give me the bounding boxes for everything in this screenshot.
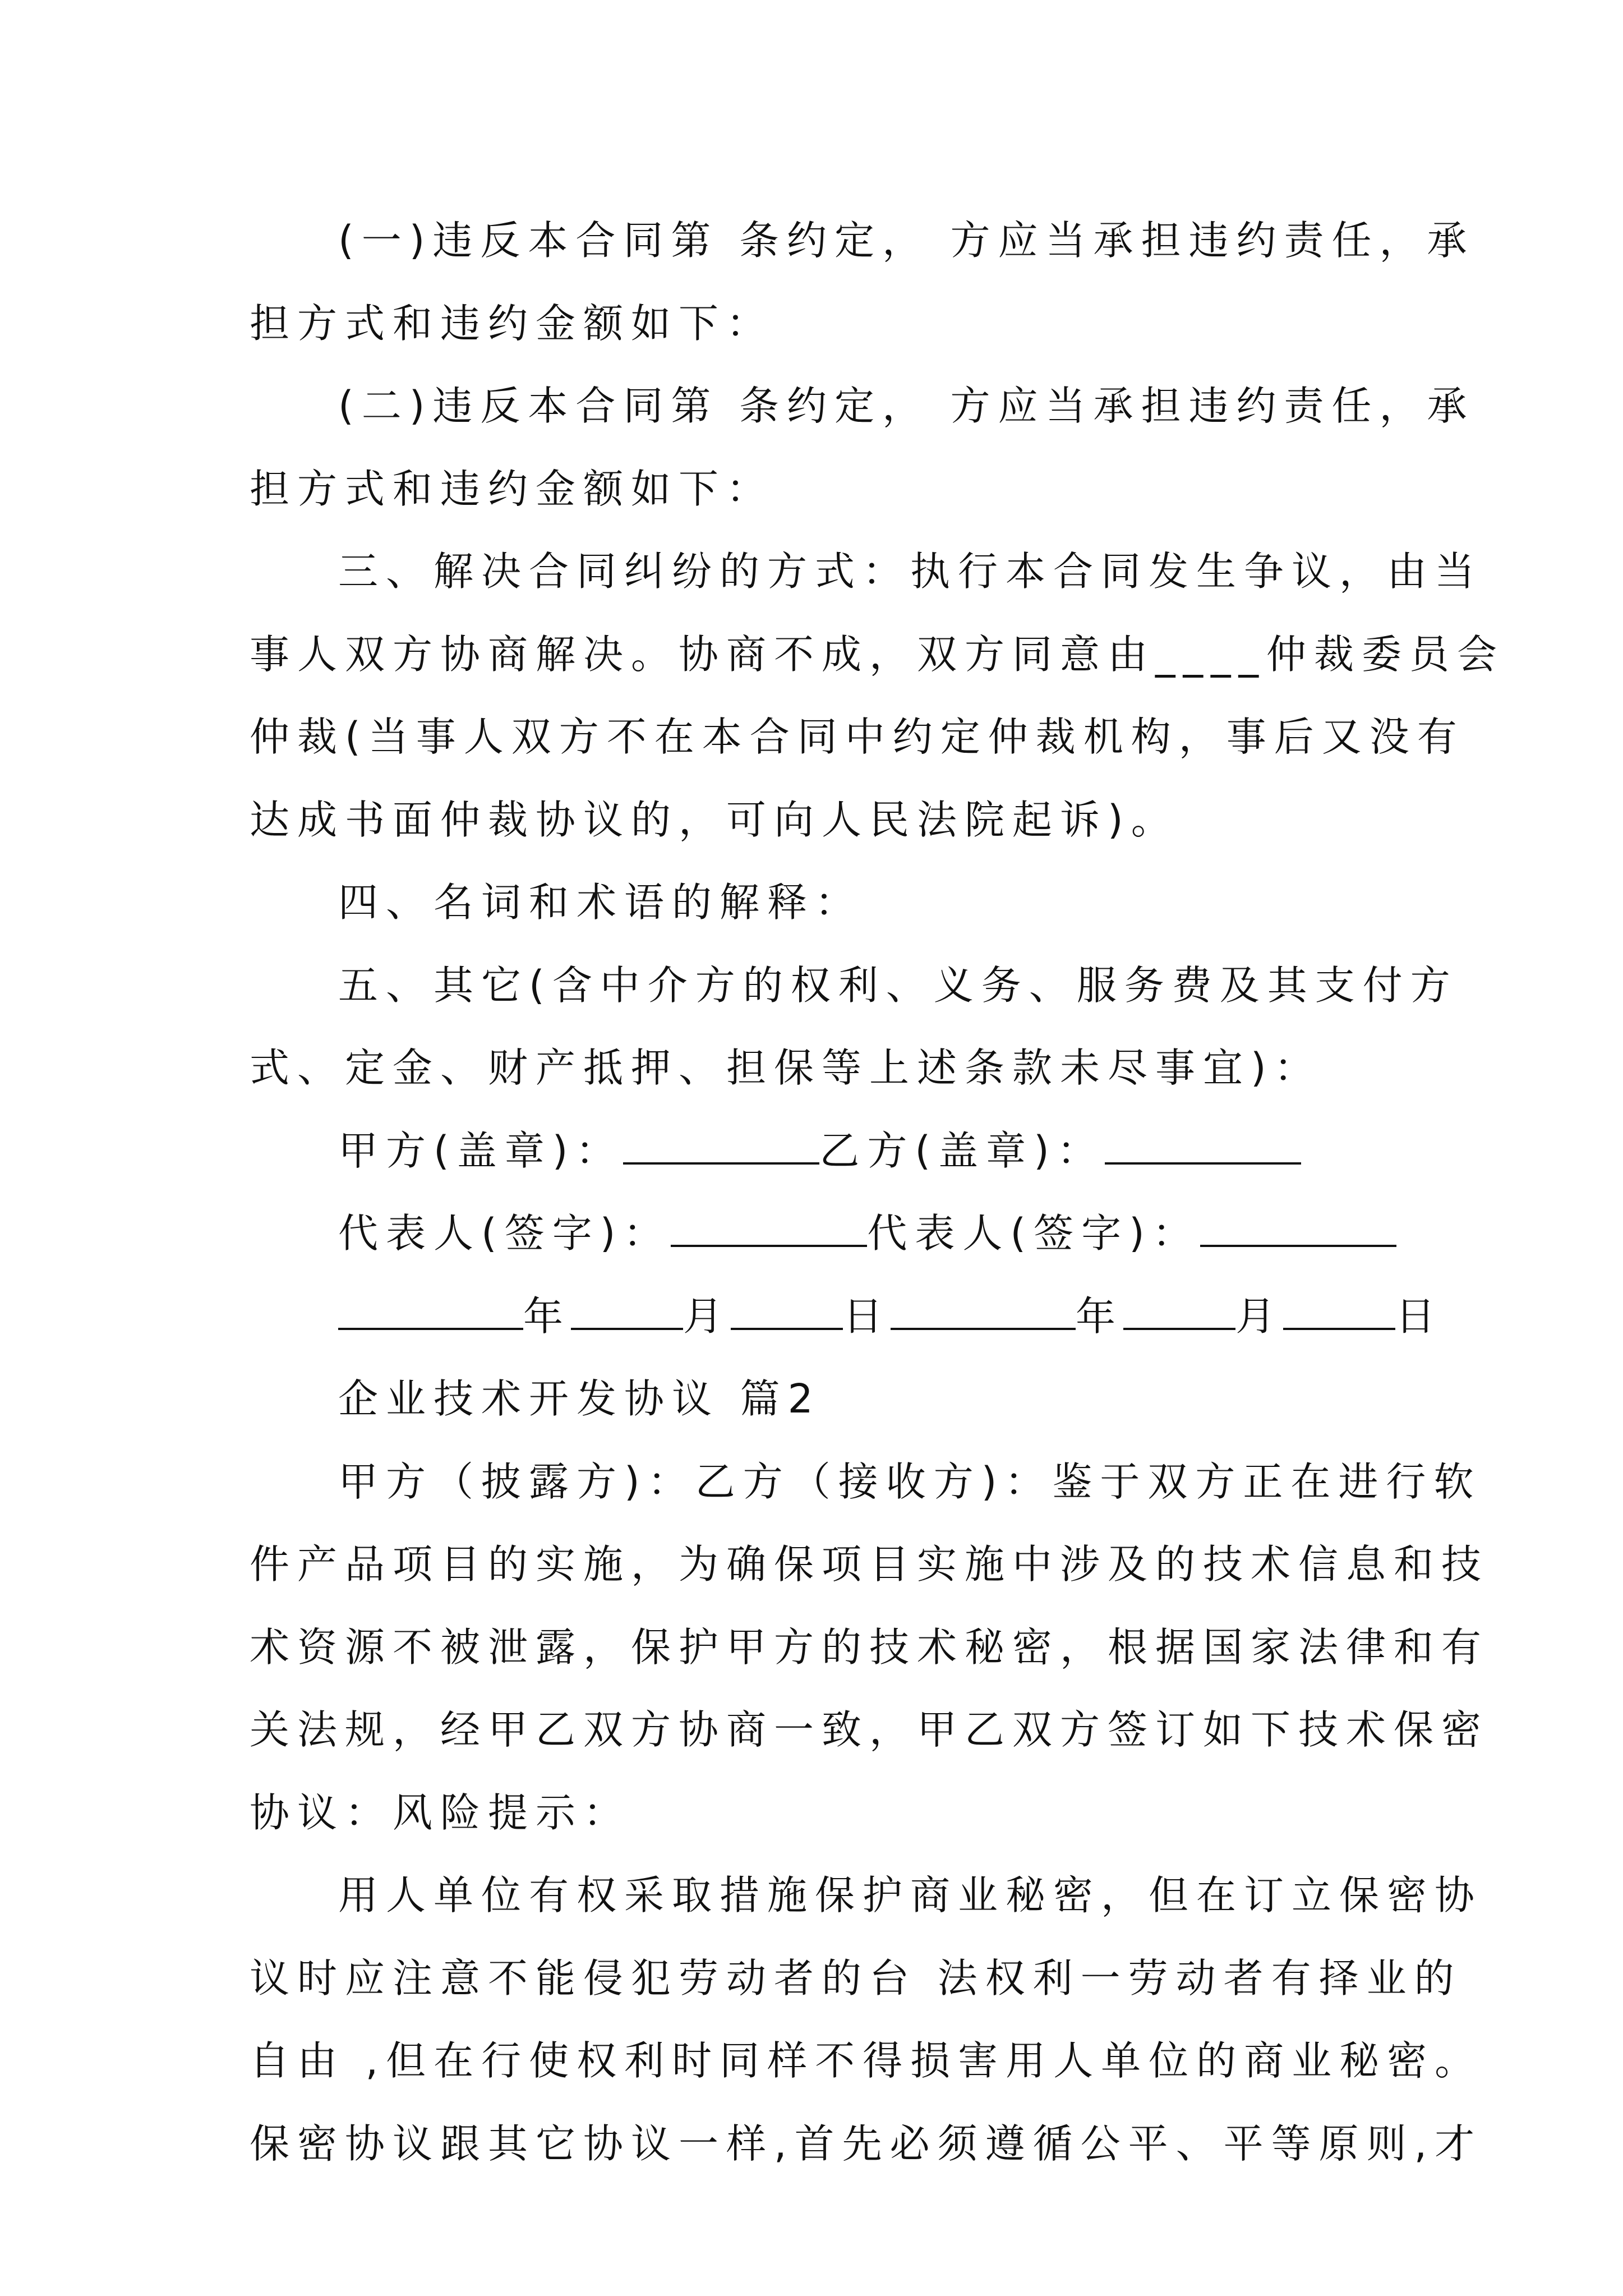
year-a-label: 年 bbox=[523, 1292, 571, 1340]
section-2-line-3: 术资源不被泄露，保护甲方的技术秘密，根据国家法律和有 bbox=[250, 1623, 1490, 1671]
day-b-blank bbox=[1283, 1295, 1395, 1330]
document-body bbox=[250, 199, 1505, 2185]
risk-line-2: 议时应注意不能侵犯劳动者的台 法权利一劳动者有择业的 bbox=[250, 1954, 1462, 2001]
year-b-blank bbox=[891, 1295, 1076, 1330]
risk-line-1: 用人单位有权采取措施保护商业秘密，但在订立保密协 bbox=[338, 1872, 1483, 1918]
day-a-blank bbox=[731, 1295, 843, 1330]
dispute-line-1: 三、解决合同纠纷的方式：执行本合同发生争议，由当 bbox=[338, 548, 1483, 595]
party-b-seal-blank bbox=[1105, 1130, 1301, 1165]
section-2-heading: 企业技术开发协议 篇2 bbox=[338, 1375, 821, 1422]
clause-2-line-1: (二)违反本合同第 条约定， 方应当承担违约责任，承 bbox=[338, 383, 1475, 429]
dispute-line-3: 仲裁(当事人双方不在本合同中约定仲裁机构，事后又没有 bbox=[250, 714, 1465, 760]
representative-row bbox=[250, 1192, 1378, 1275]
section-2-line-1: 甲方（披露方)：乙方（接收方)：鉴于双方正在进行软 bbox=[338, 1458, 1482, 1505]
day-b-label: 日 bbox=[1395, 1292, 1444, 1340]
risk-line-4: 保密协议跟其它协议一样,首先必须遵循公平、平等原则,才 bbox=[250, 2120, 1483, 2167]
rep-b-blank bbox=[1200, 1212, 1396, 1247]
seal-row bbox=[250, 1110, 1378, 1193]
section-2-line-4: 关法规，经甲乙双方协商一致，甲乙双方签订如下技术保密 bbox=[250, 1706, 1490, 1753]
date-row bbox=[250, 1275, 1444, 1358]
terms-heading: 四、名词和术语的解释： bbox=[338, 879, 863, 926]
section-2-line-5: 协议：风险提示： bbox=[250, 1789, 631, 1836]
month-b-blank bbox=[1123, 1295, 1235, 1330]
other-line-2: 式、定金、财产抵押、担保等上述条款未尽事宜)： bbox=[250, 1045, 1322, 1091]
party-a-seal-blank bbox=[623, 1130, 819, 1165]
rep-b-label: 代表人(签字)： bbox=[867, 1210, 1200, 1257]
dispute-line-2: 事人双方协商解决。协商不成，双方同意由____仲裁委员会 bbox=[250, 631, 1505, 678]
month-a-blank bbox=[571, 1295, 683, 1330]
section-2-line-2: 件产品项目的实施，为确保项目实施中涉及的技术信息和技 bbox=[250, 1541, 1490, 1588]
clause-2-line-2: 担方式和违约金额如下： bbox=[250, 465, 774, 512]
year-b-label: 年 bbox=[1076, 1292, 1124, 1340]
party-b-seal-label: 乙方(盖章)： bbox=[819, 1127, 1105, 1174]
day-a-label: 日 bbox=[843, 1292, 891, 1340]
year-a-blank bbox=[338, 1295, 523, 1330]
rep-a-label: 代表人(签字)： bbox=[338, 1210, 671, 1257]
rep-a-blank bbox=[671, 1212, 867, 1247]
dispute-line-4: 达成书面仲裁协议的，可向人民法院起诉)。 bbox=[250, 796, 1179, 843]
clause-1-line-1: (一)违反本合同第 条约定， 方应当承担违约责任，承 bbox=[338, 217, 1475, 264]
risk-line-3: 自由 ,但在行使权利时同样不得损害用人单位的商业秘密。 bbox=[250, 2037, 1483, 2084]
other-line-1: 五、其它(含中介方的权利、义务、服务费及其支付方 bbox=[338, 961, 1458, 1009]
month-a-label: 月 bbox=[683, 1292, 731, 1340]
party-a-seal-label: 甲方(盖章)： bbox=[338, 1127, 624, 1174]
clause-1-line-2: 担方式和违约金额如下： bbox=[250, 300, 774, 347]
month-b-label: 月 bbox=[1235, 1292, 1284, 1340]
